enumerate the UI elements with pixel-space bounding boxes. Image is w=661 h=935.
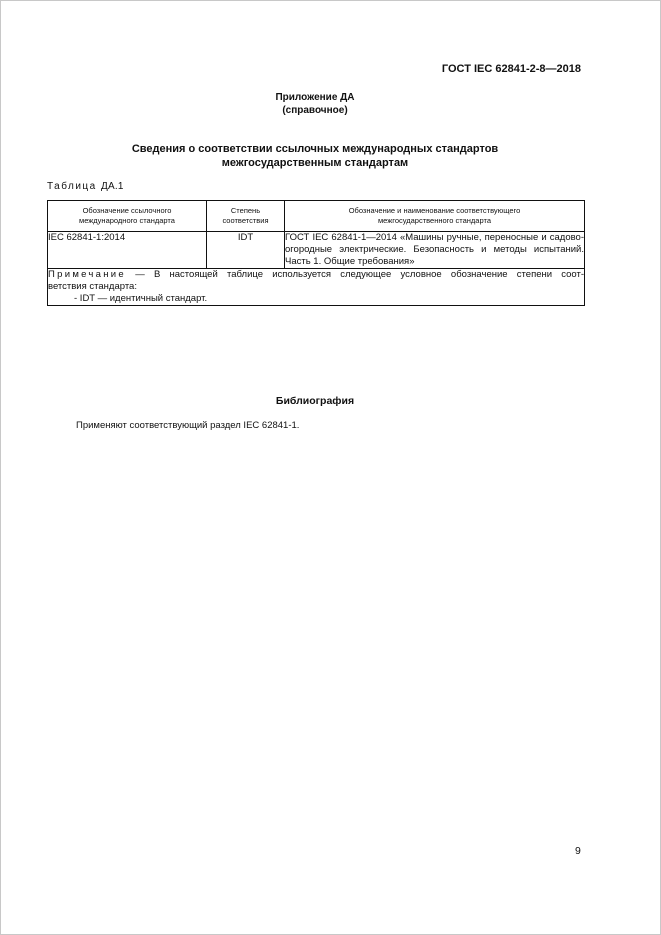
header-interstate-standard: Обозначение и наименование соответствующего межгосударственного стандарта (285, 201, 585, 232)
note-prefix: Примечание (48, 269, 126, 280)
table-note-row (48, 269, 585, 306)
section-title-line2: межгосударственным стандартам (221, 157, 409, 169)
note-line-1: Примечание — В настоящей таблице используется следующее условное обозначение степени соот- (48, 269, 584, 280)
note-line-2: ветствия стандарта: (48, 281, 137, 292)
cell-standard-name: ГОСТ IEC 62841-1—2014 «Машины ручные, переносные и садово-огородные электрические. Безопасность и методы испытаний. Часть 1. Общие требования» (285, 232, 584, 267)
table-row (48, 232, 585, 269)
bibliography-text: Применяют соответствующий раздел IEC 62841-1. (76, 420, 300, 431)
annex-heading (0, 91, 630, 117)
table-header-row (48, 201, 585, 232)
table-label (47, 181, 124, 192)
header-reference-standard: Обозначение ссылочного международного стандарта (48, 201, 207, 232)
section-title-line1: Сведения о соответствии ссылочных международных стандартов (131, 143, 499, 155)
table-note (48, 269, 585, 306)
note-line-3: - IDT — идентичный стандарт. (74, 293, 208, 304)
table-label-word: Таблица (47, 181, 97, 192)
document-code: ГОСТ IEC 62841-2-8—2018 (441, 63, 581, 75)
section-heading (0, 142, 630, 170)
table-label-number: ДА.1 (101, 181, 124, 192)
bibliography-title: Библиография (275, 395, 355, 407)
annex-subtitle: (справочное) (282, 105, 348, 116)
page-number: 9 (575, 845, 581, 857)
annex-title: Приложение ДА (275, 92, 355, 103)
correspondence-table (47, 200, 585, 306)
cell-degree: IDT (207, 232, 285, 269)
header-degree: Степень соответствия (207, 201, 285, 232)
cell-reference: IEC 62841-1:2014 (48, 232, 207, 269)
